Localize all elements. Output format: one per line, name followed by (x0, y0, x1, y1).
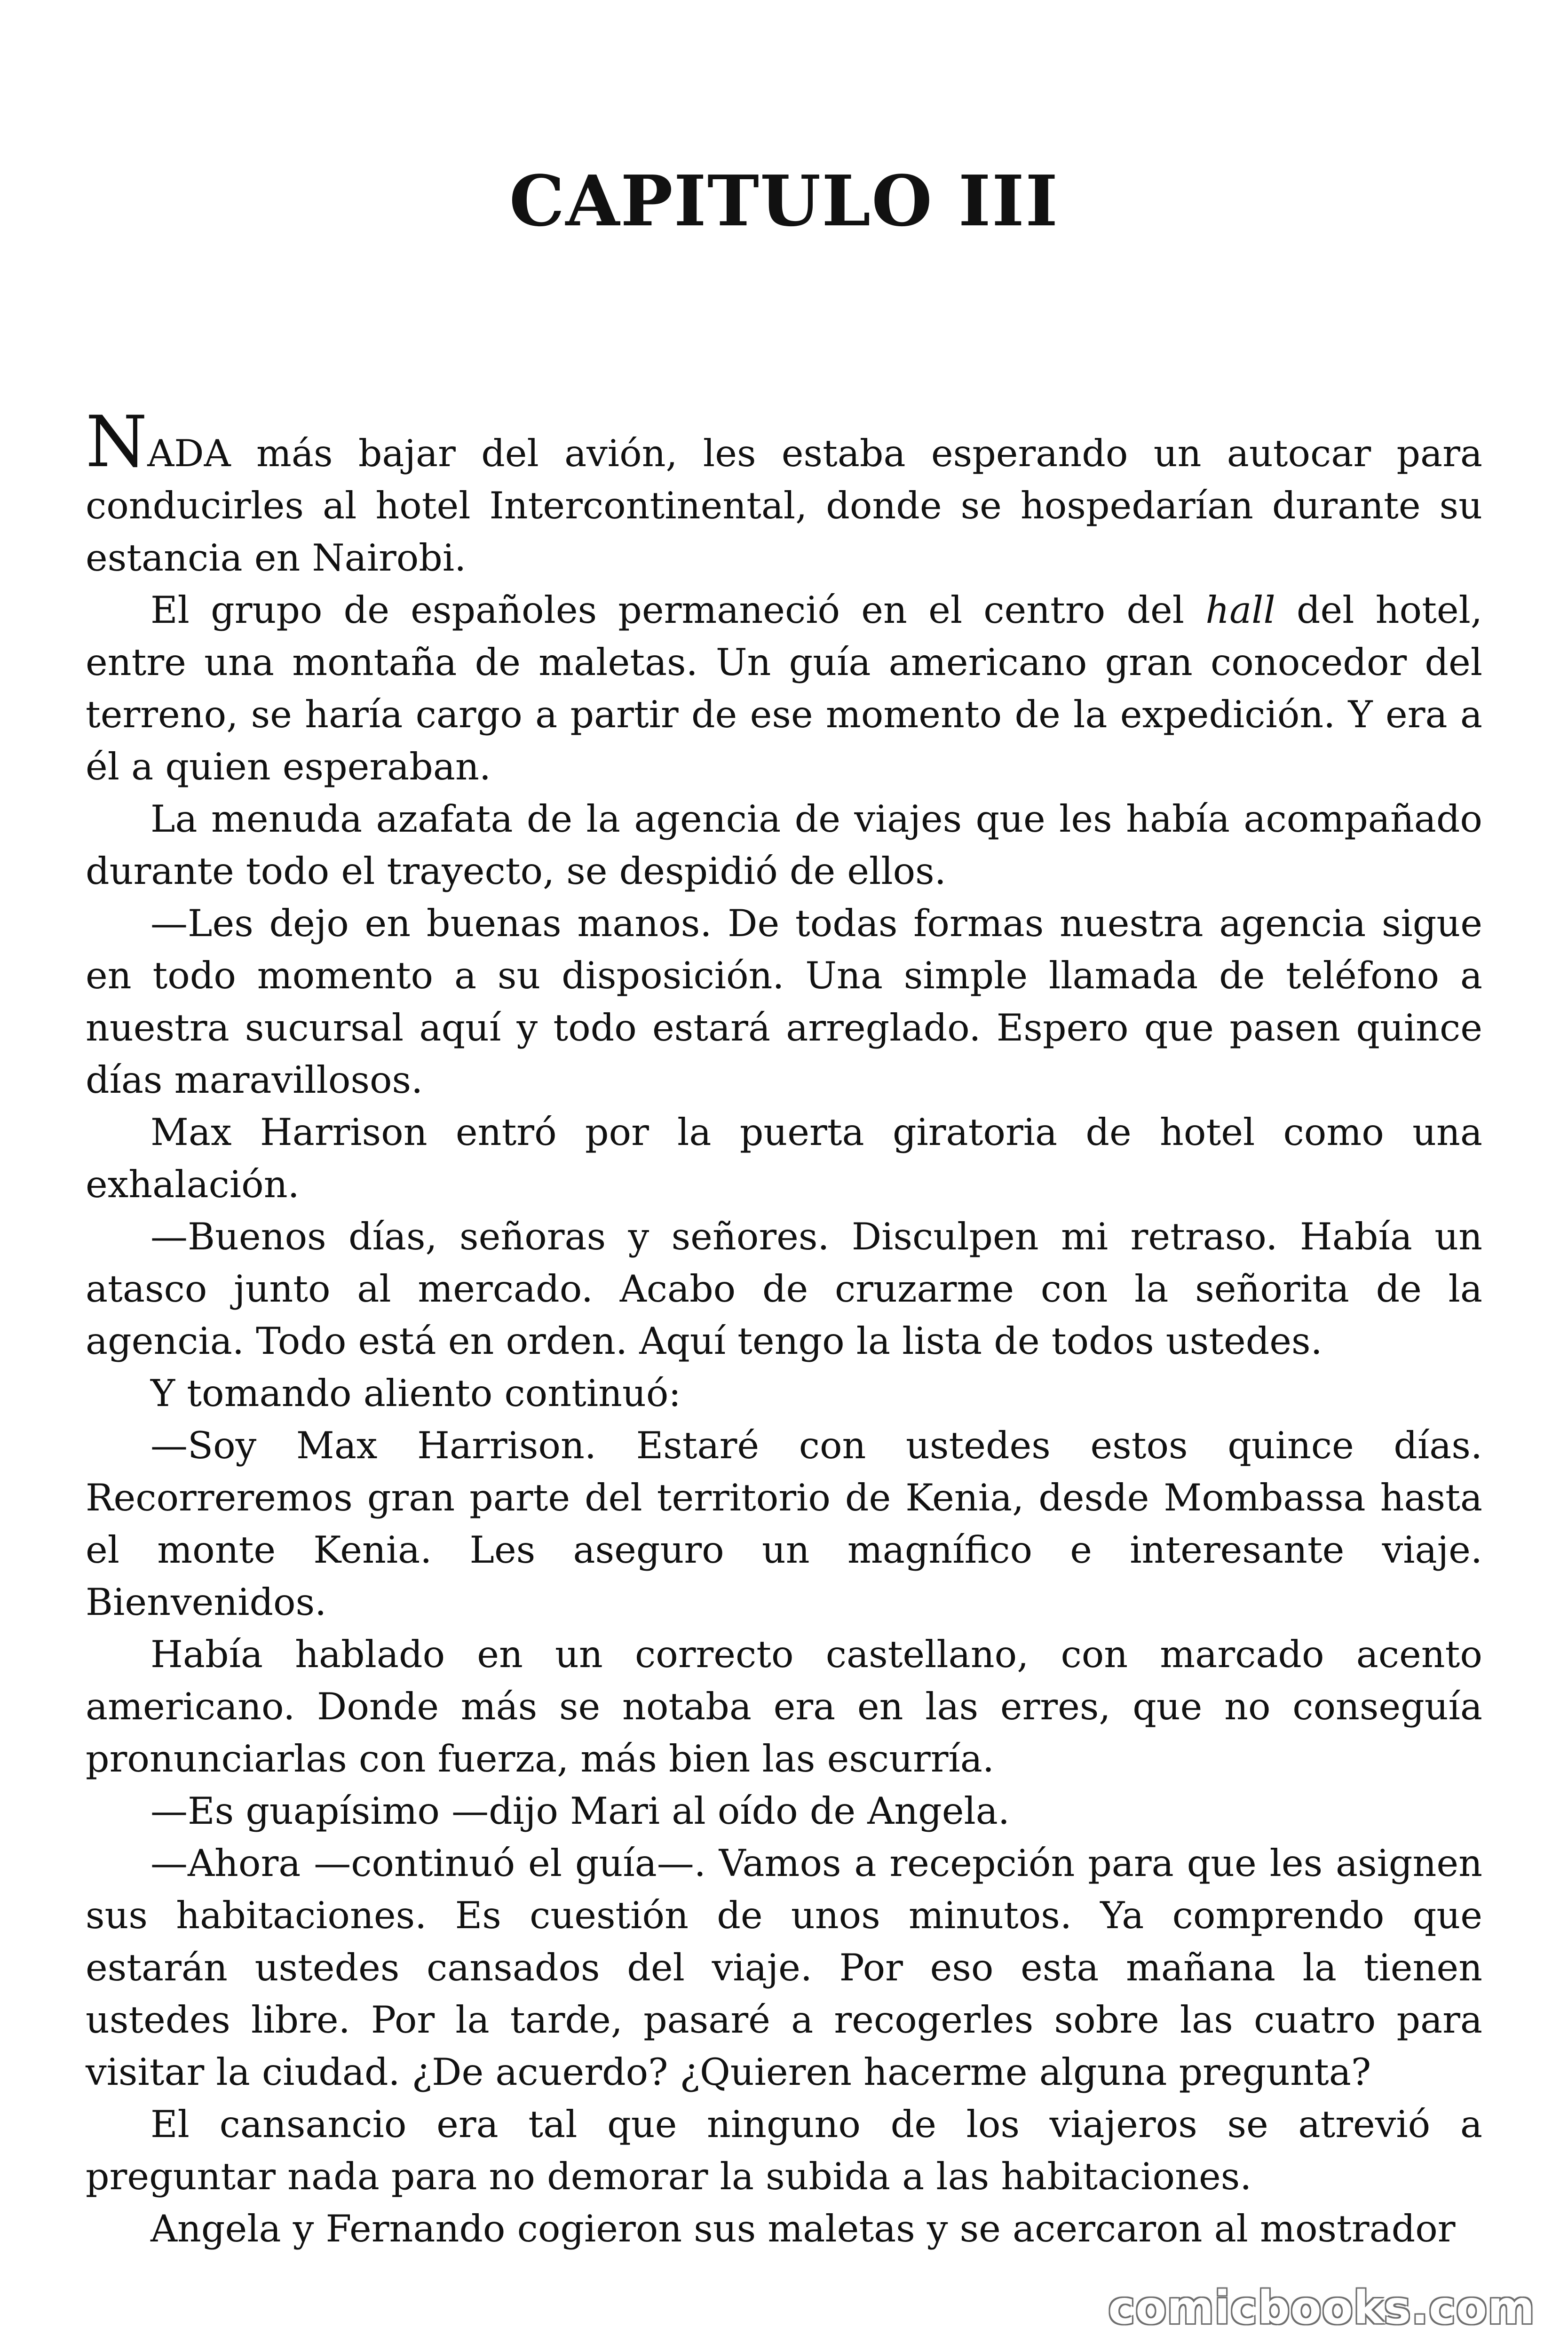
chapter-title: CAPITULO III (509, 160, 1059, 242)
small-caps-word: ADA (147, 432, 231, 475)
paragraph-8: —Soy Max Harrison. Estaré con ustedes estos quince días. Recorreremos gran parte del territorio de Kenia, desde Mombassa hasta el monte Kenia. Les aseguro un magnífico e interesante viaje. Bienvenidos. (86, 1424, 1482, 1624)
paragraph-2 (86, 584, 1482, 793)
chapter-body (86, 401, 1482, 2255)
paragraph-11: —Ahora —continuó el guía—. Vamos a recepción para que les asignen sus habitaciones. Es cuestión de unos minutos. Ya comprendo que estarán ustedes cansados del viaje. Por eso esta mañana la tienen ustedes libre. Por la tarde, pasaré a recogerles sobre las cuatro para visitar la ciudad. ¿De acuerdo? ¿Quieren hacerme alguna pregunta? (86, 1842, 1482, 2094)
paragraph-9: Había hablado en un correcto castellano, con marcado acento americano. Donde más se notaba era en las erres, que no conseguía pronunciarlas con fuerza, más bien las escurría. (86, 1633, 1482, 1780)
paragraph-2-text-a: El grupo de españoles permaneció en el centro del (150, 588, 1206, 632)
paragraph-7: Y tomando aliento continuó: (150, 1372, 681, 1415)
paragraph-12: El cansancio era tal que ninguno de los viajeros se atrevió a preguntar nada para no demorar la subida a las habitaciones. (86, 2103, 1482, 2198)
paragraph-2-text-b: del hotel, entre una montaña de maletas. Un guía americano gran conocedor del terreno, se haría cargo a partir de ese momento de la expedición. Y era a él a quien esperaban. (86, 588, 1482, 788)
paragraph-1 (86, 401, 1482, 584)
paragraph-13: Angela y Fernando cogieron sus maletas y se acercaron al mostrador (150, 2207, 1456, 2250)
watermark: comicbooks.com (1108, 2281, 1535, 2334)
drop-initial: N (86, 401, 148, 483)
paragraph-6: —Buenos días, señoras y señores. Disculpen mi retraso. Había un atasco junto al mercado. Acabo de cruzarme con la señorita de la agencia. Todo está en orden. Aquí tengo la lista de todos ustedes. (86, 1215, 1482, 1363)
paragraph-1-text: más bajar del avión, les estaba esperando un autocar para conducirles al hotel Intercontinental, donde se hospedarían durante su estancia en Nairobi. (86, 432, 1482, 580)
paragraph-10: —Es guapísimo —dijo Mari al oído de Angela. (150, 1789, 1010, 1833)
paragraph-3: La menuda azafata de la agencia de viajes que les había acompañado durante todo el trayecto, se despidió de ellos. (86, 797, 1482, 893)
paragraph-5: Max Harrison entró por la puerta giratoria de hotel como una exhalación. (86, 1111, 1482, 1206)
italic-word: hall (1205, 588, 1275, 632)
paragraph-4: —Les dejo en buenas manos. De todas formas nuestra agencia sigue en todo momento a su disposición. Una simple llamada de teléfono a nuestra sucursal aquí y todo estará arreglado. Espero que pasen quince días maravillosos. (86, 902, 1482, 1102)
